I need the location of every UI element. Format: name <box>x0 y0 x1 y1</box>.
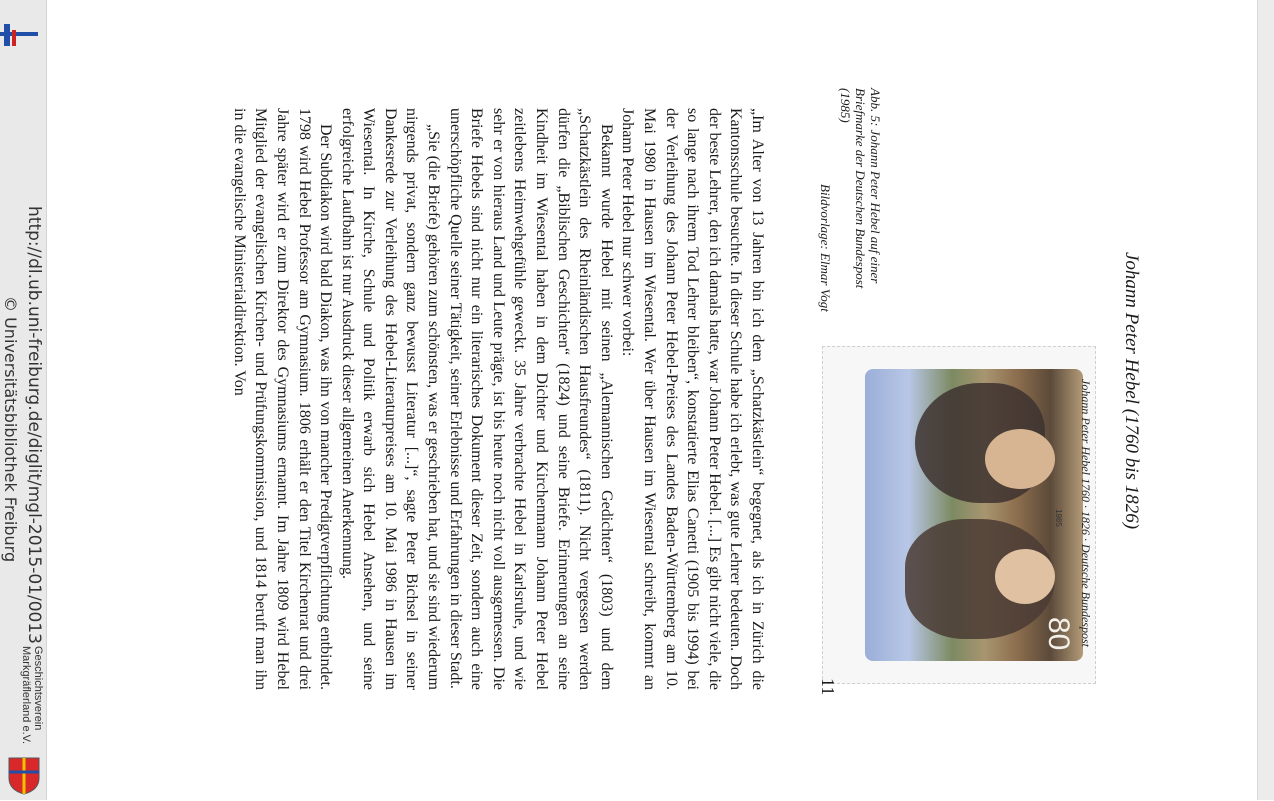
caption-line-1: Abb. 5: Johann Peter Hebel auf einer <box>868 88 883 284</box>
stamp-year: 1985 <box>1054 509 1063 527</box>
publisher-line-2: Markgräflerland e.V. <box>20 646 32 745</box>
page-title: Johann Peter Hebel (1760 bis 1826) <box>1121 252 1142 530</box>
figure-caption <box>838 88 883 288</box>
stamp-picture <box>865 369 1093 661</box>
stamp-image <box>822 346 1096 684</box>
society-crest-icon <box>5 756 43 796</box>
image-credit: Bildvorlage: Elmar Vogt <box>818 184 833 312</box>
publisher-line-1: Geschichtsverein <box>32 646 44 731</box>
paragraph: Der Subdiakon wird bald Diakon, was ihn von mancher Predigtverpflichtung entbindet. 1798 wird Hebel Professor am Gymnasium. 1806 erhält er den Titel Kirchenrat und drei Jahre später wird er zum Direktor des Gymnasiums ernannt. Im Jahre 1809 wird Hebel Mitglied der evangelischen Kirchen- und Prüfungskommission, und 1814 beruft man ihn in die evangelische Ministerialdirektion. Von <box>230 108 335 690</box>
page-number: 11 <box>818 678 838 696</box>
paragraph: „Im Alter von 13 Jahren bin ich dem „Schatzkästlein“ begegnet, als ich in Zürich die Kantonsschule besuchte. In dieser Schule habe ich erlebt, was gute Lehrer bedeuten. Doch der beste Lehrer, den ich damals hatte, war Johann Peter Hebel. [...] Es gibt nicht viele, die so lange nach ihrem Tod Lehrer bleiben“, konstatierte Elias Canetti (1905 bis 1994) bei der Verleihung des Johann Peter Hebel-Preises des Landes Baden-Württemberg am 10. Mai 1980 in Hausen im Wiesental. Wer über Hausen im Wiesental schreibt, kommt an Johann Peter Hebel nur schwer vorbei: <box>619 108 766 690</box>
stamp-legend: Johann Peter Hebel 1760 · 1826 · Deutsche Bundespost <box>1079 379 1093 647</box>
viewer-right-margin <box>1257 0 1274 800</box>
caption-line-3: (1985) <box>838 88 853 123</box>
paragraph: „Sie (die Briefe) gehören zum schönsten, was er geschrieben hat, und sie sind wiederum nirgends privat, sondern ganz bewusst Literatur [...]“, sagte Peter Bichsel in seiner Dankesrede zur Verleihung des Hebel-Literaturpreises am 10. Mai 1986 in Hausen im Wiesental. In Kirche, Schule und Politik erwarb sich Hebel Ansehen, und seine erfolgreiche Laufbahn ist nur Ausdruck dieser allgemeinen Anerkennung. <box>338 108 443 690</box>
library-logo-icon <box>0 24 38 48</box>
caption-line-2: Briefmarke der Deutschen Bundespost <box>853 88 868 289</box>
article-body <box>228 108 768 690</box>
source-url[interactable]: http://dl.ub.uni-freiburg.de/diglit/mgl-2015-01/0013 <box>24 206 44 644</box>
publisher-name <box>20 646 44 744</box>
stamp-value: 80 <box>1042 617 1075 651</box>
paragraph: Bekannt wurde Hebel mit seinen „Alemannischen Gedichten“ (1803) und dem „Schatzkästlein des Rheinländischen Hausfreundes“ (1811). Nicht vergessen werden dürfen die „Biblischen Geschichten“ (1824) und seine Briefe. Erinnerungen an seine Kindheit im Wiesental haben in dem Dichter und Kirchenmann Johann Peter Hebel zeitlebens Heimwehgefühle geweckt. 35 Jahre verbrachte Hebel in Karlsruhe, und wie sehr er von hieraus Land und Leute prägte, ist bis heute noch nicht voll ausgemessen. Die Briefe Hebels sind nicht nur ein literarisches Dokument dieser Zeit, sondern auch eine unerschöpfliche Quelle seiner Tätigkeit, seiner Erlebnisse und Erfahrungen in dieser Stadt. <box>446 108 615 690</box>
copyright-notice: © Universitätsbibliothek Freiburg <box>1 296 20 563</box>
